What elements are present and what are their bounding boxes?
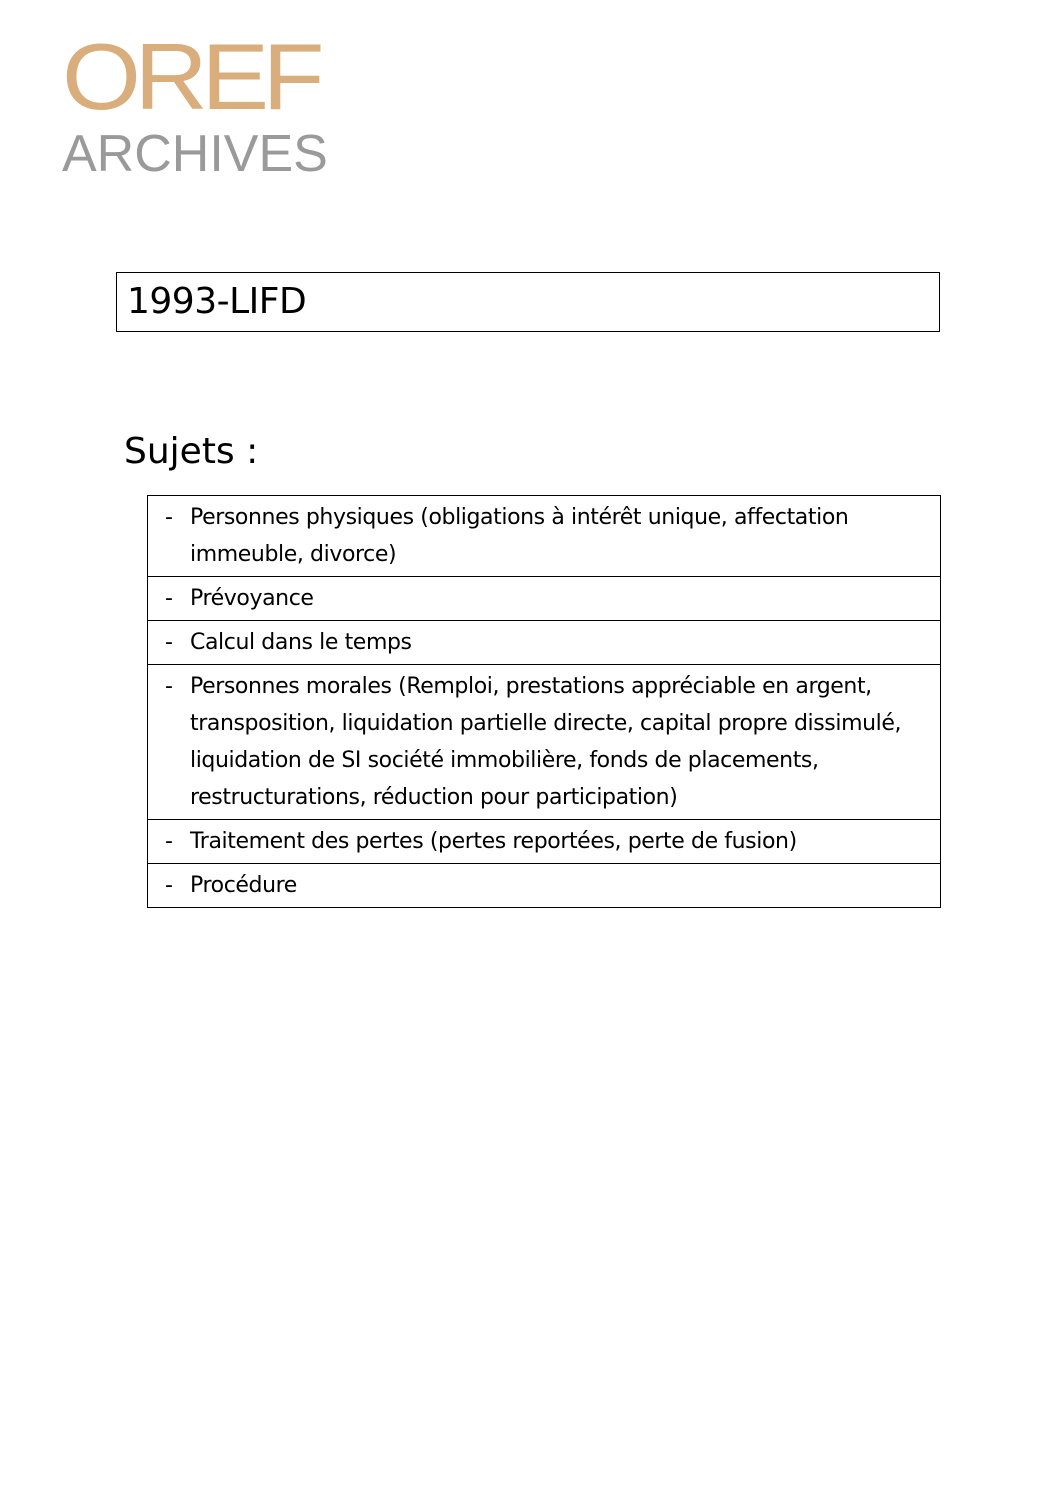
table-row — [148, 496, 941, 577]
table-row — [148, 864, 941, 908]
topics-table — [147, 495, 941, 908]
topic-cell — [148, 496, 941, 577]
topic-item: Calcul dans le temps — [190, 630, 412, 655]
topic-cell — [148, 577, 941, 621]
bullet-dash: - — [165, 505, 173, 530]
logo-oref-text: OREF — [62, 24, 319, 129]
topic-item: Prévoyance — [190, 586, 314, 611]
topic-item: Procédure — [190, 873, 297, 898]
bullet-dash: - — [165, 829, 173, 854]
topic-cell — [148, 665, 941, 820]
topic-item: Personnes morales (Remploi, prestations appréciable en argent, transposition, liquidation partielle directe, capital propre dissimulé, liquidation de SI société immobilière, fonds de placements, restructurations, réduction pour participation) — [190, 674, 902, 810]
topic-cell — [148, 820, 941, 864]
topic-cell — [148, 621, 941, 665]
topic-item: Personnes physiques (obligations à intérêt unique, affectation immeuble, divorce) — [190, 505, 849, 567]
bullet-dash: - — [165, 873, 173, 898]
bullet-dash: - — [165, 586, 173, 611]
table-row — [148, 820, 941, 864]
section-heading-sujets: Sujets : — [124, 431, 259, 472]
topic-item: Traitement des pertes (pertes reportées, perte de fusion) — [190, 829, 797, 854]
document-title: 1993-LIFD — [127, 281, 307, 322]
table-row — [148, 665, 941, 820]
bullet-dash: - — [165, 630, 173, 655]
table-row — [148, 577, 941, 621]
logo-archives-text: ARCHIVES — [62, 125, 328, 183]
table-row — [148, 621, 941, 665]
bullet-dash: - — [165, 674, 173, 699]
oref-archives-logo — [62, 24, 342, 190]
document-title-box — [116, 272, 940, 332]
topic-cell — [148, 864, 941, 908]
